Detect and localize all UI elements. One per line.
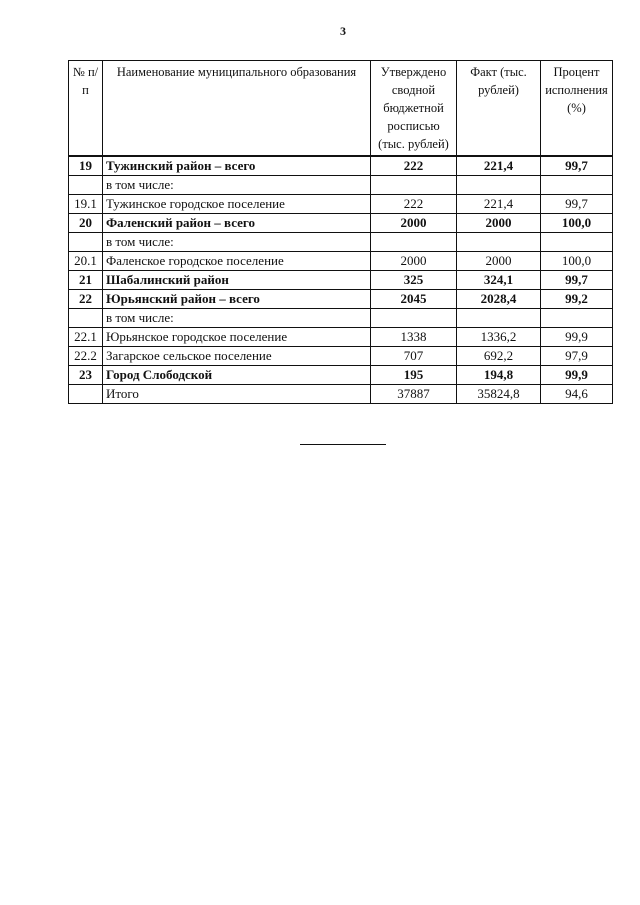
- fact-cell: 324,1: [457, 271, 541, 290]
- fact-cell: [457, 309, 541, 328]
- row-number-cell: 21: [69, 271, 103, 290]
- approved-cell: 222: [371, 195, 457, 214]
- approved-cell: 2045: [371, 290, 457, 309]
- header-row: [69, 61, 613, 157]
- row-number-cell: [69, 233, 103, 252]
- table-header: [69, 61, 613, 157]
- fact-cell: 35824,8: [457, 385, 541, 404]
- table-row: [69, 176, 613, 195]
- municipality-cell: Фаленский район – всего: [103, 214, 371, 233]
- municipality-cell: Юрьянский район – всего: [103, 290, 371, 309]
- table-body: [69, 156, 613, 404]
- table-row: [69, 290, 613, 309]
- approved-cell: [371, 309, 457, 328]
- closing-rule: [300, 444, 386, 445]
- row-number-cell: 19.1: [69, 195, 103, 214]
- row-number-cell: 19: [69, 156, 103, 176]
- table-row: [69, 347, 613, 366]
- fact-cell: 2000: [457, 214, 541, 233]
- approved-cell: 325: [371, 271, 457, 290]
- table-row: [69, 385, 613, 404]
- table-row: [69, 195, 613, 214]
- table-row: [69, 328, 613, 347]
- municipality-cell: в том числе:: [103, 309, 371, 328]
- table-row: [69, 233, 613, 252]
- fact-cell: 2000: [457, 252, 541, 271]
- approved-cell: 1338: [371, 328, 457, 347]
- fact-cell: 2028,4: [457, 290, 541, 309]
- approved-cell: [371, 176, 457, 195]
- row-number-cell: 22.2: [69, 347, 103, 366]
- page-number: 3: [340, 24, 346, 38]
- row-number-cell: 22: [69, 290, 103, 309]
- municipality-cell: Тужинский район – всего: [103, 156, 371, 176]
- row-number-cell: [69, 176, 103, 195]
- percent-cell: 99,9: [541, 366, 613, 385]
- header-number: № п/п: [69, 61, 103, 157]
- budget-execution-table: [68, 60, 613, 404]
- header-percent: Процент исполнения (%): [541, 61, 613, 157]
- percent-cell: 99,9: [541, 328, 613, 347]
- percent-cell: [541, 176, 613, 195]
- percent-cell: 94,6: [541, 385, 613, 404]
- approved-cell: [371, 233, 457, 252]
- percent-cell: [541, 309, 613, 328]
- municipality-cell: Фаленское городское поселение: [103, 252, 371, 271]
- row-number-cell: 20.1: [69, 252, 103, 271]
- approved-cell: 37887: [371, 385, 457, 404]
- fact-cell: [457, 233, 541, 252]
- percent-cell: [541, 233, 613, 252]
- fact-cell: [457, 176, 541, 195]
- table-row: [69, 252, 613, 271]
- percent-cell: 99,7: [541, 271, 613, 290]
- municipality-cell: Тужинское городское поселение: [103, 195, 371, 214]
- fact-cell: 194,8: [457, 366, 541, 385]
- municipality-cell: Город Слободской: [103, 366, 371, 385]
- header-municipality: Наименование муниципального образования: [103, 61, 371, 157]
- percent-cell: 99,7: [541, 195, 613, 214]
- percent-cell: 99,7: [541, 156, 613, 176]
- approved-cell: 2000: [371, 252, 457, 271]
- municipality-cell: в том числе:: [103, 176, 371, 195]
- municipality-cell: в том числе:: [103, 233, 371, 252]
- row-number-cell: 20: [69, 214, 103, 233]
- approved-cell: 707: [371, 347, 457, 366]
- fact-cell: 692,2: [457, 347, 541, 366]
- municipality-cell: Итого: [103, 385, 371, 404]
- municipality-cell: Юрьянское городское поселение: [103, 328, 371, 347]
- percent-cell: 99,2: [541, 290, 613, 309]
- fact-cell: 221,4: [457, 195, 541, 214]
- row-number-cell: 23: [69, 366, 103, 385]
- approved-cell: 222: [371, 156, 457, 176]
- municipality-cell: Загарское сельское поселение: [103, 347, 371, 366]
- row-number-cell: [69, 385, 103, 404]
- table-row: [69, 271, 613, 290]
- header-fact: Факт (тыс. рублей): [457, 61, 541, 157]
- percent-cell: 100,0: [541, 214, 613, 233]
- row-number-cell: 22.1: [69, 328, 103, 347]
- table-row: [69, 309, 613, 328]
- fact-cell: 221,4: [457, 156, 541, 176]
- table-row: [69, 214, 613, 233]
- municipality-cell: Шабалинский район: [103, 271, 371, 290]
- row-number-cell: [69, 309, 103, 328]
- approved-cell: 2000: [371, 214, 457, 233]
- percent-cell: 97,9: [541, 347, 613, 366]
- percent-cell: 100,0: [541, 252, 613, 271]
- table-row: [69, 366, 613, 385]
- fact-cell: 1336,2: [457, 328, 541, 347]
- table-row: [69, 156, 613, 176]
- approved-cell: 195: [371, 366, 457, 385]
- header-approved: Утверждено сводной бюджетной росписью (тыс. рублей): [371, 61, 457, 157]
